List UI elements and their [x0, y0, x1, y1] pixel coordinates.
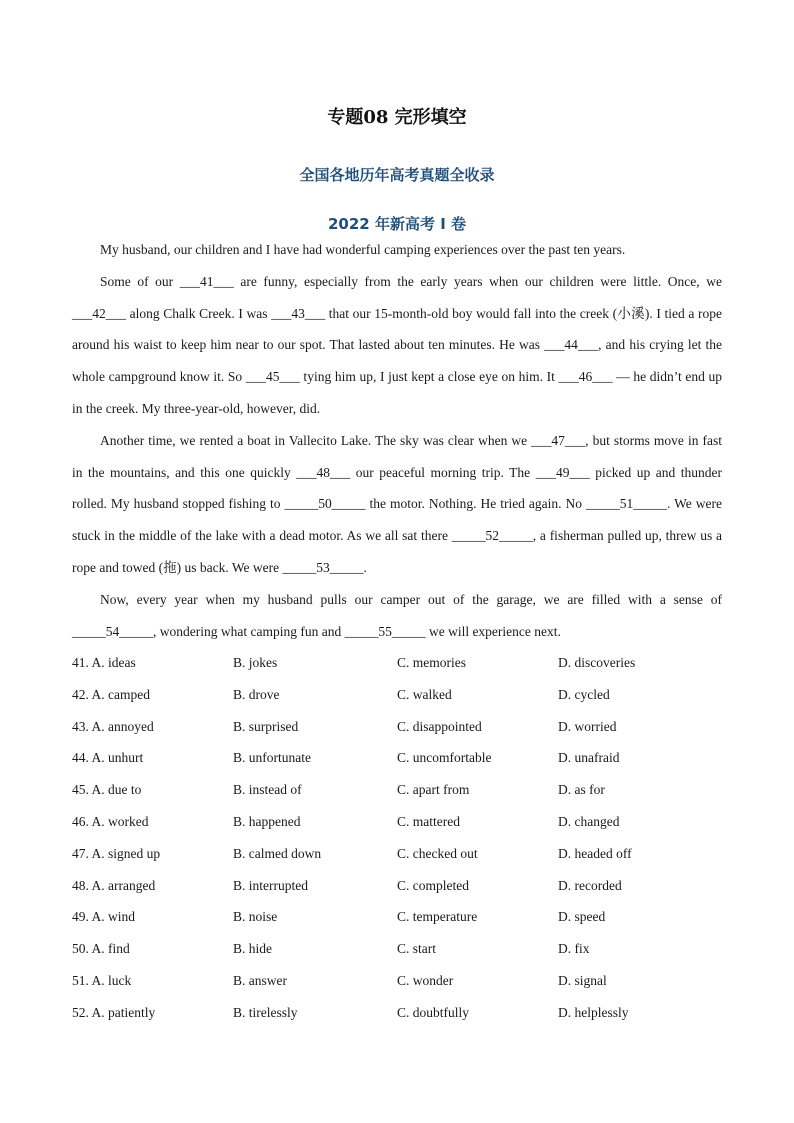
option-choice: 50. A. find	[72, 941, 130, 957]
option-choice: B. hide	[233, 941, 272, 957]
option-choice: C. completed	[397, 877, 469, 893]
option-choice: C. apart from	[397, 782, 470, 798]
option-choice: D. signal	[558, 972, 607, 988]
option-choice: C. doubtfully	[397, 1004, 470, 1020]
option-row	[72, 965, 722, 997]
option-choice: D. discoveries	[558, 655, 636, 670]
option-choice: B. answer	[233, 972, 287, 988]
option-choice: 44. A. unhurt	[72, 750, 144, 766]
option-choice: D. changed	[558, 813, 620, 829]
option-choice: C. wonder	[397, 972, 454, 988]
option-choice: 47. A. signed up	[72, 845, 161, 861]
option-row	[72, 647, 722, 679]
option-choice: B. instead of	[233, 782, 302, 798]
passage-paragraph: My husband, our children and I have had wonderful camping experiences over the past ten years.	[100, 242, 626, 257]
option-choice: D. helplessly	[558, 1004, 629, 1020]
option-choice: D. recorded	[558, 877, 622, 893]
option-row	[72, 901, 722, 933]
option-choice: D. worried	[558, 718, 617, 734]
option-row	[72, 870, 722, 902]
passage-paragraph: Some of our ___41___ are funny, especially from the early years when our children were little. Once, we ___42___ along Chalk Creek. I was ___43___ that our 15-month-old boy would fall into the creek (小溪). I tied a rope around his waist to keep him near to our spot. That lasted about ten minutes. He was ___44___, and his crying let the whole campground know it. So ___45___ tying him up, I just kept a close eye on him. It ___46___ — he didn’t end up in the creek. My three-year-old, however, did.	[72, 273, 722, 416]
option-choice: C. uncomfortable	[397, 750, 492, 766]
option-choice: B. calmed down	[233, 845, 322, 861]
option-row	[72, 711, 722, 743]
option-choice: B. noise	[233, 909, 278, 925]
option-choice: B. surprised	[233, 718, 299, 734]
option-choice: D. unafraid	[558, 750, 620, 766]
option-choice: 51. A. luck	[72, 972, 132, 988]
option-choice: D. headed off	[558, 845, 632, 861]
option-choice: 49. A. wind	[72, 909, 136, 925]
option-choice: 43. A. annoyed	[72, 718, 154, 734]
option-choice: D. speed	[558, 909, 606, 925]
option-row	[72, 742, 722, 774]
option-choice: 45. A. due to	[72, 782, 142, 798]
option-choice: C. mattered	[397, 813, 460, 829]
option-choice: B. unfortunate	[233, 750, 311, 766]
option-row	[72, 997, 722, 1029]
option-choice: C. disappointed	[397, 718, 482, 734]
option-choice: 52. A. patiently	[72, 1004, 156, 1020]
option-choice: B. jokes	[233, 655, 278, 670]
passage-paragraph: Another time, we rented a boat in Vallecito Lake. The sky was clear when we ___47___, but storms move in fast in the mountains, and this one quickly ___48___ our peaceful morning trip. The ___49___ picked up and thunder rolled. My husband stopped fishing to _____50_____ the motor. Nothing. He tried again. No _____51_____. We were stuck in the middle of the lake with a dead motor. As we all sat there _____52_____, a fisherman pulled up, threw us a rope and towed (拖) us back. We were _____53_____.	[72, 432, 722, 575]
cloze-passage	[72, 234, 722, 647]
option-row	[72, 806, 722, 838]
option-choice: B. drove	[233, 686, 280, 702]
option-choice: B. interrupted	[233, 877, 308, 893]
option-choice: C. checked out	[397, 845, 478, 861]
option-choice: C. temperature	[397, 909, 478, 925]
option-choice: 46. A. worked	[72, 813, 149, 829]
answer-options	[72, 647, 722, 1029]
option-row	[72, 774, 722, 806]
option-row	[72, 679, 722, 711]
option-choice: C. memories	[397, 655, 466, 670]
section-heading: 2022 年新高考 I 卷	[328, 215, 466, 233]
option-choice: C. start	[397, 941, 436, 957]
option-choice: B. happened	[233, 813, 301, 829]
option-choice: C. walked	[397, 686, 452, 702]
page-title: 专题08 完形填空	[327, 107, 467, 128]
option-choice: D. cycled	[558, 686, 610, 702]
option-choice: B. tirelessly	[233, 1004, 298, 1020]
option-choice: 48. A. arranged	[72, 877, 156, 893]
passage-paragraph: Now, every year when my husband pulls our camper out of the garage, we are filled with a sense of _____54_____, wondering what camping fun and _____55_____ we will experience next.	[72, 591, 722, 639]
option-row	[72, 933, 722, 965]
option-choice: D. as for	[558, 782, 605, 798]
option-row	[72, 838, 722, 870]
option-choice: D. fix	[558, 941, 590, 957]
option-choice: 42. A. camped	[72, 686, 150, 702]
option-choice: 41. A. ideas	[72, 655, 136, 670]
page-subtitle: 全国各地历年高考真题全收录	[299, 166, 495, 184]
